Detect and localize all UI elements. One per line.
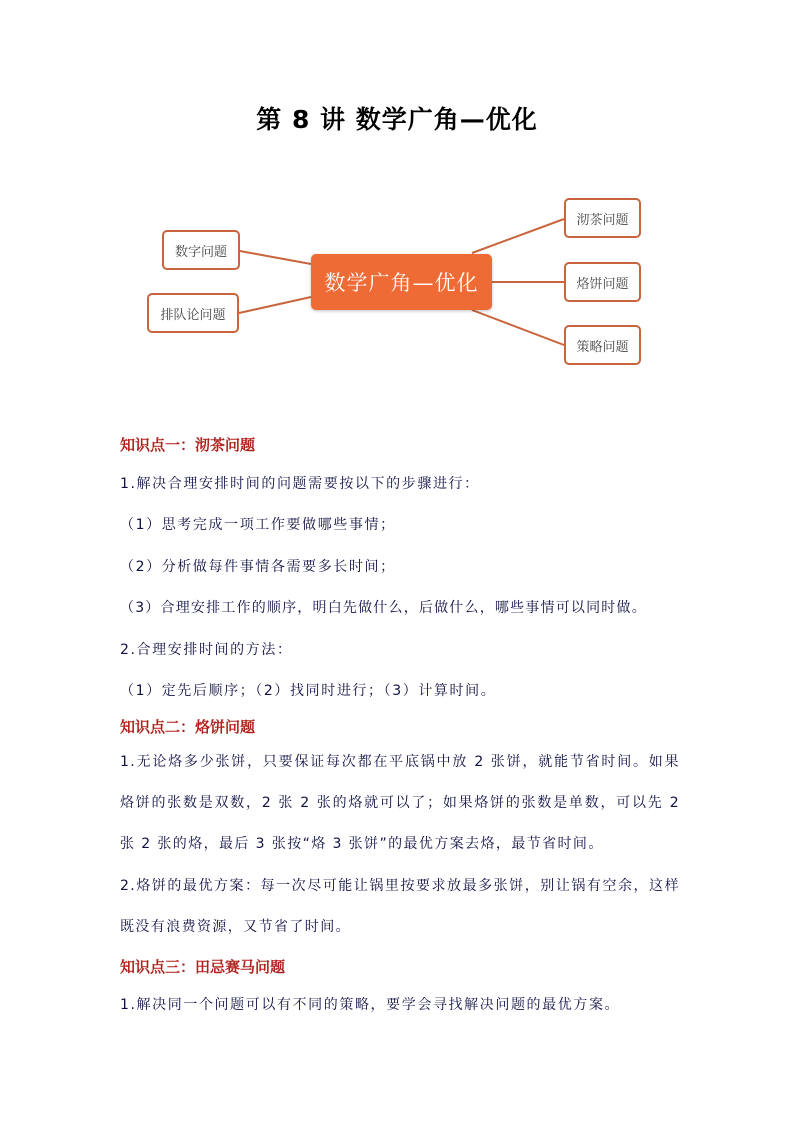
mindmap-connectors	[0, 0, 794, 400]
section-2-paragraph-1: 1.无论烙多少张饼，只要保证每次都在平底锅中放 2 张饼，就能节省时间。如果烙饼的张数是双数，2 张 2 张的烙就可以了；如果烙饼的张数是单数，可以先 2 张 2 张的烙，最后 3 张按“烙 3 张饼”的最优方案去烙，最节省时间。	[120, 754, 680, 852]
section-1-line-6: （1）定先后顺序；（2）找同时进行；（3）计算时间。	[120, 683, 497, 699]
page-title: 第 8 讲 数学广角—优化	[256, 105, 538, 134]
section-2-paragraph-2: 2.烙饼的最优方案：每一次尽可能让锅里按要求放最多张饼，别让锅有空余，这样既没有浪费资源，又节省了时间。	[120, 878, 680, 935]
section-1-heading: 知识点一：沏茶问题	[120, 436, 256, 454]
section-1-line-1: 1.解决合理安排时间的问题需要按以下的步骤进行：	[120, 476, 480, 492]
mindmap-node-digit-problem: 数字问题	[162, 230, 240, 270]
mindmap-center-node: 数学广角—优化	[311, 254, 492, 310]
section-2-heading: 知识点二：烙饼问题	[120, 718, 256, 736]
section-1-line-3: （2）分析做每件事情各需要多长时间；	[120, 559, 396, 575]
section-1-line-5: 2.合理安排时间的方法：	[120, 642, 293, 658]
mindmap-node-pancake-problem: 烙饼问题	[564, 262, 641, 302]
connector-right-1	[472, 219, 564, 253]
section-1-line-4: （3）合理安排工作的顺序，明白先做什么，后做什么，哪些事情可以同时做。	[120, 600, 647, 616]
connector-left-2	[239, 297, 311, 313]
section-3-line-1: 1.解决同一个问题可以有不同的策略，要学会寻找解决问题的最优方案。	[120, 997, 621, 1013]
connector-right-3	[472, 310, 564, 345]
section-3-heading: 知识点三：田忌赛马问题	[120, 958, 286, 976]
connector-left-1	[240, 251, 311, 264]
mindmap-node-strategy-problem: 策略问题	[564, 325, 641, 365]
mindmap-node-tea-problem: 沏茶问题	[564, 198, 641, 238]
section-1-line-2: （1）思考完成一项工作要做哪些事情；	[120, 517, 396, 533]
mindmap-node-queue-problem: 排队论问题	[147, 293, 239, 333]
